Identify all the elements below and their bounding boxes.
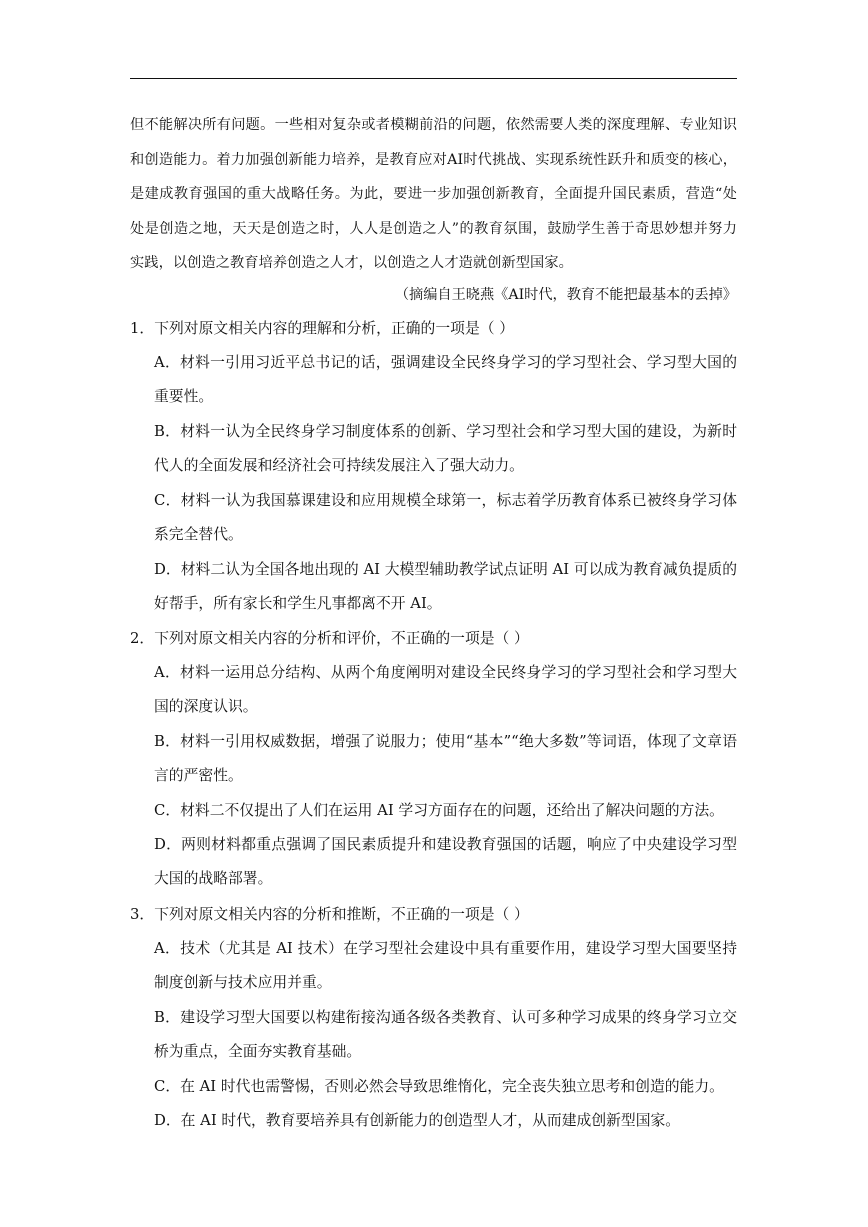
question-2-option-c: C．材料二不仅提出了人们在运用 AI 学习方面存在的问题，还给出了解决问题的方法。 (154, 802, 724, 819)
question-2-option-b: B．材料一引用权威数据，增强了说服力；使用“基本”“绝大多数”等词语，体现了文章语言的严密性。 (154, 733, 737, 784)
question-1-option-b: B．材料一认为全民终身学习制度体系的创新、学习型社会和学习型大国的建设，为新时代人的全面发展和经济社会可持续发展注入了强大动力。 (154, 423, 737, 474)
passage-source: （摘编自王晓燕《AI时代，教育不能把最基本的丢掉》 (394, 287, 737, 303)
question-1-option-d: D．材料二认为全国各地出现的 AI 大模型辅助教学试点证明 AI 可以成为教育减负提质的好帮手，所有家长和学生凡事都离不开 AI。 (154, 561, 737, 612)
question-1-option-c: C．材料一认为我国慕课建设和应用规模全球第一，标志着学历教育体系已被终身学习体系完全替代。 (154, 492, 737, 543)
question-2-option-d: D．两则材料都重点强调了国民素质提升和建设教育强国的话题，响应了中央建设学习型大国的战略部署。 (154, 836, 737, 887)
question-3-option-d: D．在 AI 时代，教育要培养具有创新能力的创造型人才，从而建成创新型国家。 (154, 1112, 681, 1129)
question-1-stem: 1．下列对原文相关内容的理解和分析，正确的一项是（ ） (130, 320, 515, 337)
header-rule (130, 78, 737, 79)
question-3-option-c: C．在 AI 时代也需警惕，否则必然会导致思维惰化，完全丧失独立思考和创造的能力。 (154, 1078, 724, 1095)
question-2-stem: 2．下列对原文相关内容的分析和评价，不正确的一项是（ ） (130, 630, 529, 647)
passage-text: 但不能解决所有问题。一些相对复杂或者模糊前沿的问题，依然需要人类的深度理解、专业知识和创造能力。着力加强创新能力培养，是教育应对AI时代挑战、实现系统性跃升和质变的核心，是建成教育强国的重大战略任务。为此，要进一步加强创新教育，全面提升国民素质，营造“处处是创造之地，天天是创造之时，人人是创造之人”的教育氛围，鼓励学生善于奇思妙想并努力实践，以创造之教育培养创造之人才，以创造之人才造就创新型国家。 (130, 117, 737, 272)
question-2-option-a: A．材料一运用总分结构、从两个角度阐明对建设全民终身学习的学习型社会和学习型大国的深度认识。 (154, 664, 737, 715)
question-3-option-b: B．建设学习型大国要以构建衔接沟通各级各类教育、认可多种学习成果的终身学习立交桥为重点，全面夯实教育基础。 (154, 1009, 737, 1060)
question-3-stem: 3．下列对原文相关内容的分析和推断，不正确的一项是（ ） (130, 906, 529, 923)
question-3-option-a: A．技术（尤其是 AI 技术）在学习型社会建设中具有重要作用，建设学习型大国要坚持制度创新与技术应用并重。 (154, 940, 737, 991)
question-1-option-a: A．材料一引用习近平总书记的话，强调建设全民终身学习的学习型社会、学习型大国的重要性。 (154, 354, 737, 405)
